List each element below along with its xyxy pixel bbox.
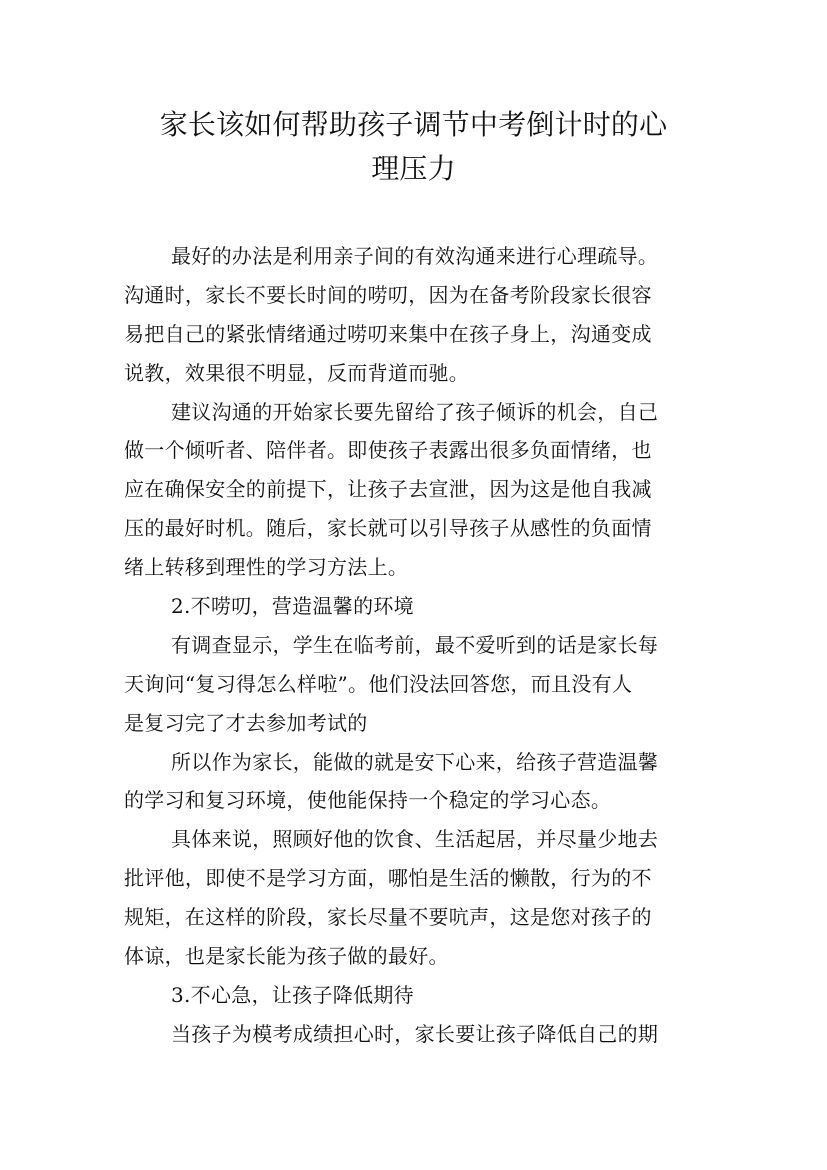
document-body [124,237,709,1054]
body-line: 天询问“复习得怎么样啦”。他们没法回答您，而且没有人 [124,671,633,696]
body-line: 易把自己的紧张情绪通过唠叨来集中在孩子身上，沟通变成 [124,321,652,346]
body-line: 的学习和复习环境，使他能保持一个稳定的学习心态。 [124,788,612,813]
document-title [120,103,707,191]
body-line: 当孩子为模考成绩担心时，家长要让孩子降低自己的期 [171,1021,659,1046]
body-line: 最好的办法是利用亲子间的有效沟通来进行心理疏导。 [171,244,659,268]
body-line: 压的最好时机。随后，家长就可以引导孩子从感性的负面情 [124,516,652,541]
body-line: 体谅，也是家长能为孩子做的最好。 [124,944,449,969]
body-line: 2.不唠叨，营造温馨的环境 [171,594,414,619]
body-line: 规矩，在这样的阶段，家长尽量不要吭声，这是您对孩子的 [124,905,652,930]
body-line: 建议沟通的开始家长要先留给了孩子倾诉的机会，自己 [171,399,659,424]
body-line: 批评他，即使不是学习方面，哪怕是生活的懒散，行为的不 [124,866,652,891]
body-line: 具体来说，照顾好他的饮食、生活起居，并尽量少地去 [171,827,659,852]
body-line: 说教，效果很不明显，反而背道而驰。 [124,360,470,385]
title-line-2: 理压力 [371,152,456,185]
body-line: 所以作为家长，能做的就是安下心来，给孩子营造温馨 [171,749,659,774]
body-line: 3.不心急，让孩子降低期待 [171,982,414,1007]
body-line: 绪上转移到理性的学习方法上。 [124,555,409,580]
title-line-1: 家长该如何帮助孩子调节中考倒计时的心 [159,108,668,141]
body-line: 做一个倾听者、陪伴者。即使孩子表露出很多负面情绪，也 [124,438,652,463]
body-line: 应在确保安全的前提下，让孩子去宣泄，因为这是他自我减 [124,477,652,502]
body-line: 有调查显示，学生在临考前，最不爱听到的话是家长每 [171,632,659,657]
body-line: 沟通时，家长不要长时间的唠叨，因为在备考阶段家长很容 [124,282,652,307]
body-line: 是复习完了才去参加考试的 [124,710,368,735]
